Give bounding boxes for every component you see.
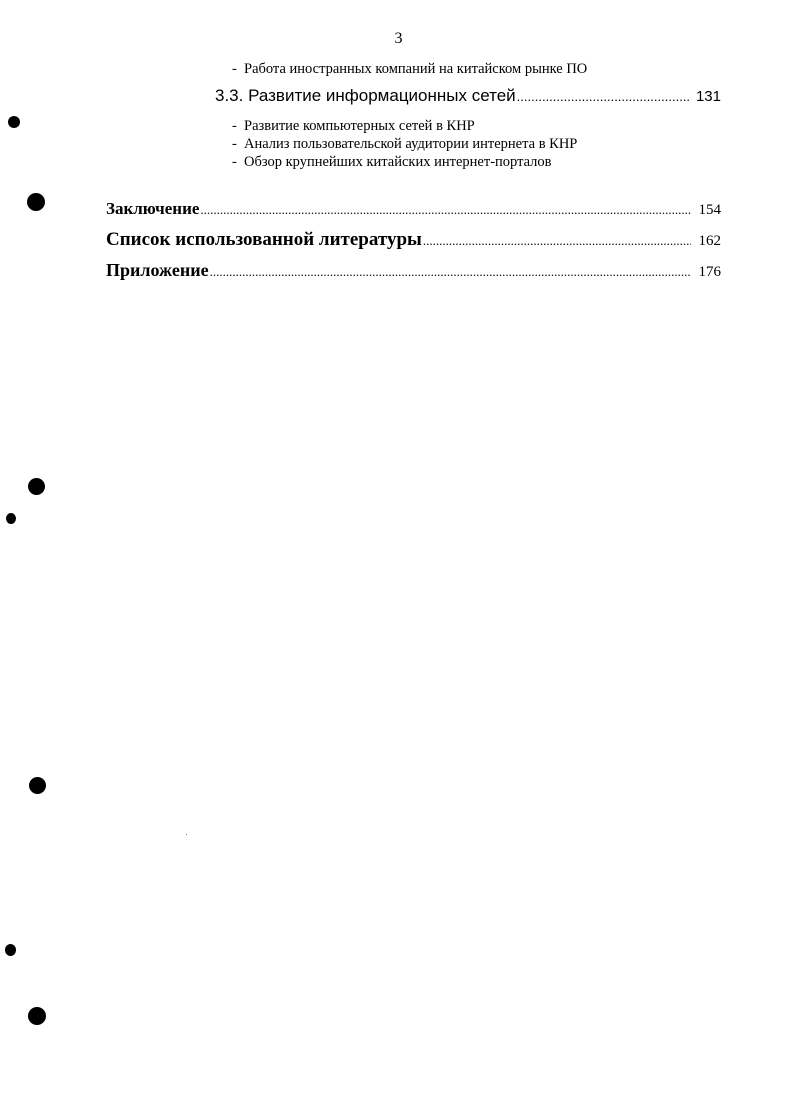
- toc-section-3-3: [215, 86, 721, 106]
- punch-hole: [28, 478, 45, 495]
- punch-hole: [27, 193, 45, 211]
- subitem-text: Развитие компьютерных сетей в КНР: [244, 118, 475, 134]
- section-title: 3.3. Развитие информационных сетей: [215, 86, 516, 105]
- toc-entry-bibliography: [106, 229, 721, 251]
- leader-dots: [517, 89, 691, 104]
- scan-speck: [186, 834, 187, 835]
- toc-entry-page: 176: [698, 264, 721, 280]
- toc-subitem-foreign-companies: [232, 60, 587, 78]
- subitem-dash: -: [232, 154, 237, 170]
- punch-hole: [5, 944, 16, 956]
- toc-subitem-networks: [232, 117, 475, 135]
- punch-hole: [8, 116, 20, 128]
- subitem-text: Анализ пользовательской аудитории интернета в КНР: [244, 136, 578, 152]
- toc-subitem-portals: [232, 153, 552, 171]
- punch-hole: [28, 1007, 46, 1025]
- leader-dots: [210, 264, 691, 280]
- leader-dots: [423, 233, 691, 249]
- page-number: 3: [394, 30, 403, 47]
- toc-entry-page: 162: [698, 233, 721, 249]
- punch-hole: [6, 513, 16, 524]
- subitem-text: Работа иностранных компаний на китайском рынке ПО: [244, 61, 588, 77]
- toc-entry-appendix: [106, 260, 721, 281]
- toc-entry-title: Список использованной литературы: [106, 229, 422, 250]
- subitem-dash: -: [232, 136, 237, 152]
- punch-hole: [29, 777, 46, 794]
- leader-dots: [200, 202, 691, 218]
- subitem-dash: -: [232, 61, 237, 77]
- toc-entry-title: Приложение: [106, 260, 209, 280]
- toc-entry-conclusion: [106, 199, 721, 219]
- toc-entry-page: 154: [698, 202, 721, 218]
- toc-subitem-audience: [232, 135, 577, 153]
- section-page: 131: [695, 88, 721, 105]
- toc-entry-title: Заключение: [106, 199, 200, 218]
- subitem-text: Обзор крупнейших китайских интернет-порталов: [244, 154, 552, 170]
- subitem-dash: -: [232, 118, 237, 134]
